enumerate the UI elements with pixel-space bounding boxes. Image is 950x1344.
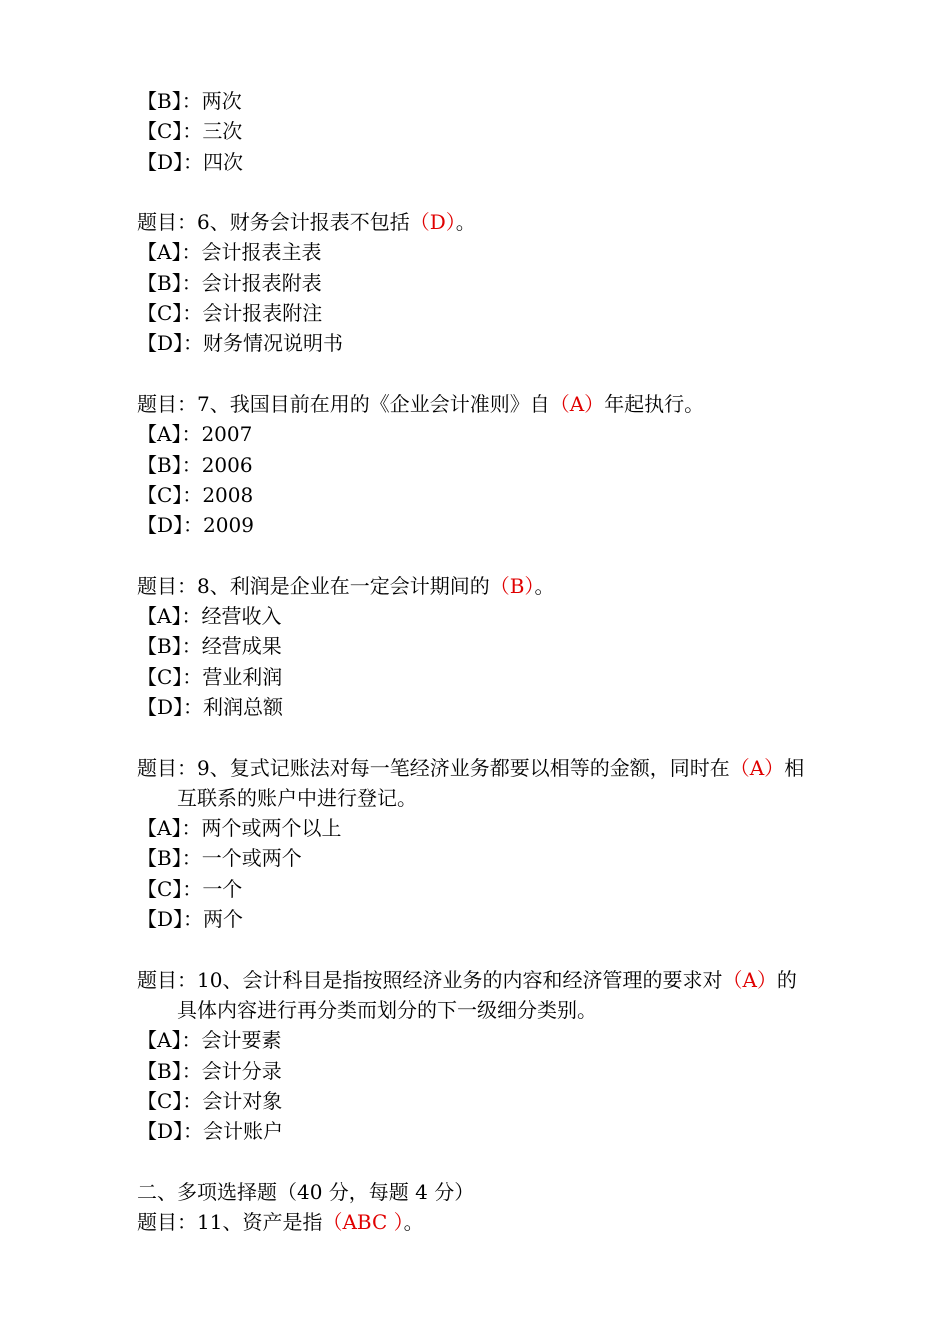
- option-b: 【B】：会计分录: [137, 1058, 282, 1083]
- option-a: 【A】：会计要素: [137, 1028, 282, 1053]
- option-b: 【B】：两次: [137, 89, 242, 113]
- answer-9: （A）: [729, 755, 785, 780]
- option-a: 【A】：会计报表主表: [137, 240, 322, 265]
- question-6: 题目：6、财务会计报表不包括（D）。: [137, 210, 476, 235]
- question-9: 题目：9、复式记账法对每一笔经济业务都要以相等的金额，同时在（A）相: [137, 755, 805, 780]
- option-b: 【B】：会计报表附表: [137, 270, 322, 295]
- option-c: 【C】：会计对象: [137, 1088, 283, 1113]
- option-d: 【D】：2009: [137, 513, 254, 538]
- option-b: 【B】：一个或两个: [137, 846, 302, 871]
- question-list: [137, 86, 867, 1237]
- option-c: 【C】：三次: [137, 119, 243, 144]
- option-c: 【C】：会计报表附注: [137, 301, 323, 326]
- question-10-continued: 具体内容进行再分类而划分的下一级细分类别。: [177, 997, 597, 1022]
- answer-6: （D）: [409, 210, 456, 235]
- option-b: 【B】：2006: [137, 452, 253, 477]
- option-d: 【D】：会计账户: [137, 1119, 284, 1144]
- question-7: 题目：7、我国目前在用的《企业会计准则》自（A）年起执行。: [137, 391, 705, 416]
- option-a: 【A】：2007: [137, 422, 253, 447]
- option-d: 【D】：四次: [137, 149, 244, 174]
- option-c: 【C】：营业利润: [137, 664, 283, 689]
- answer-8: （B）: [489, 573, 535, 598]
- question-10: 题目：10、会计科目是指按照经济业务的内容和经济管理的要求对（A）的: [137, 967, 797, 992]
- option-d: 【D】：利润总额: [137, 694, 284, 719]
- answer-11: （ABC ）: [322, 1209, 404, 1234]
- option-b: 【B】：经营成果: [137, 634, 282, 659]
- option-d: 【D】：两个: [137, 907, 244, 932]
- section-title: 二、多项选择题（40 分，每题 4 分）: [137, 1179, 475, 1204]
- answer-7: （A）: [549, 391, 605, 416]
- question-8: 题目：8、利润是企业在一定会计期间的（B）。: [137, 573, 555, 598]
- option-c: 【C】：2008: [137, 482, 254, 507]
- question-11: 题目：11、资产是指（ABC ）。: [137, 1209, 424, 1234]
- question-9-continued: 互联系的账户中进行登记。: [177, 785, 417, 810]
- option-d: 【D】：财务情况说明书: [137, 331, 344, 356]
- option-c: 【C】：一个: [137, 876, 243, 901]
- answer-10: （A）: [722, 967, 777, 992]
- option-a: 【A】：经营收入: [137, 604, 282, 629]
- option-a: 【A】：两个或两个以上: [137, 816, 342, 841]
